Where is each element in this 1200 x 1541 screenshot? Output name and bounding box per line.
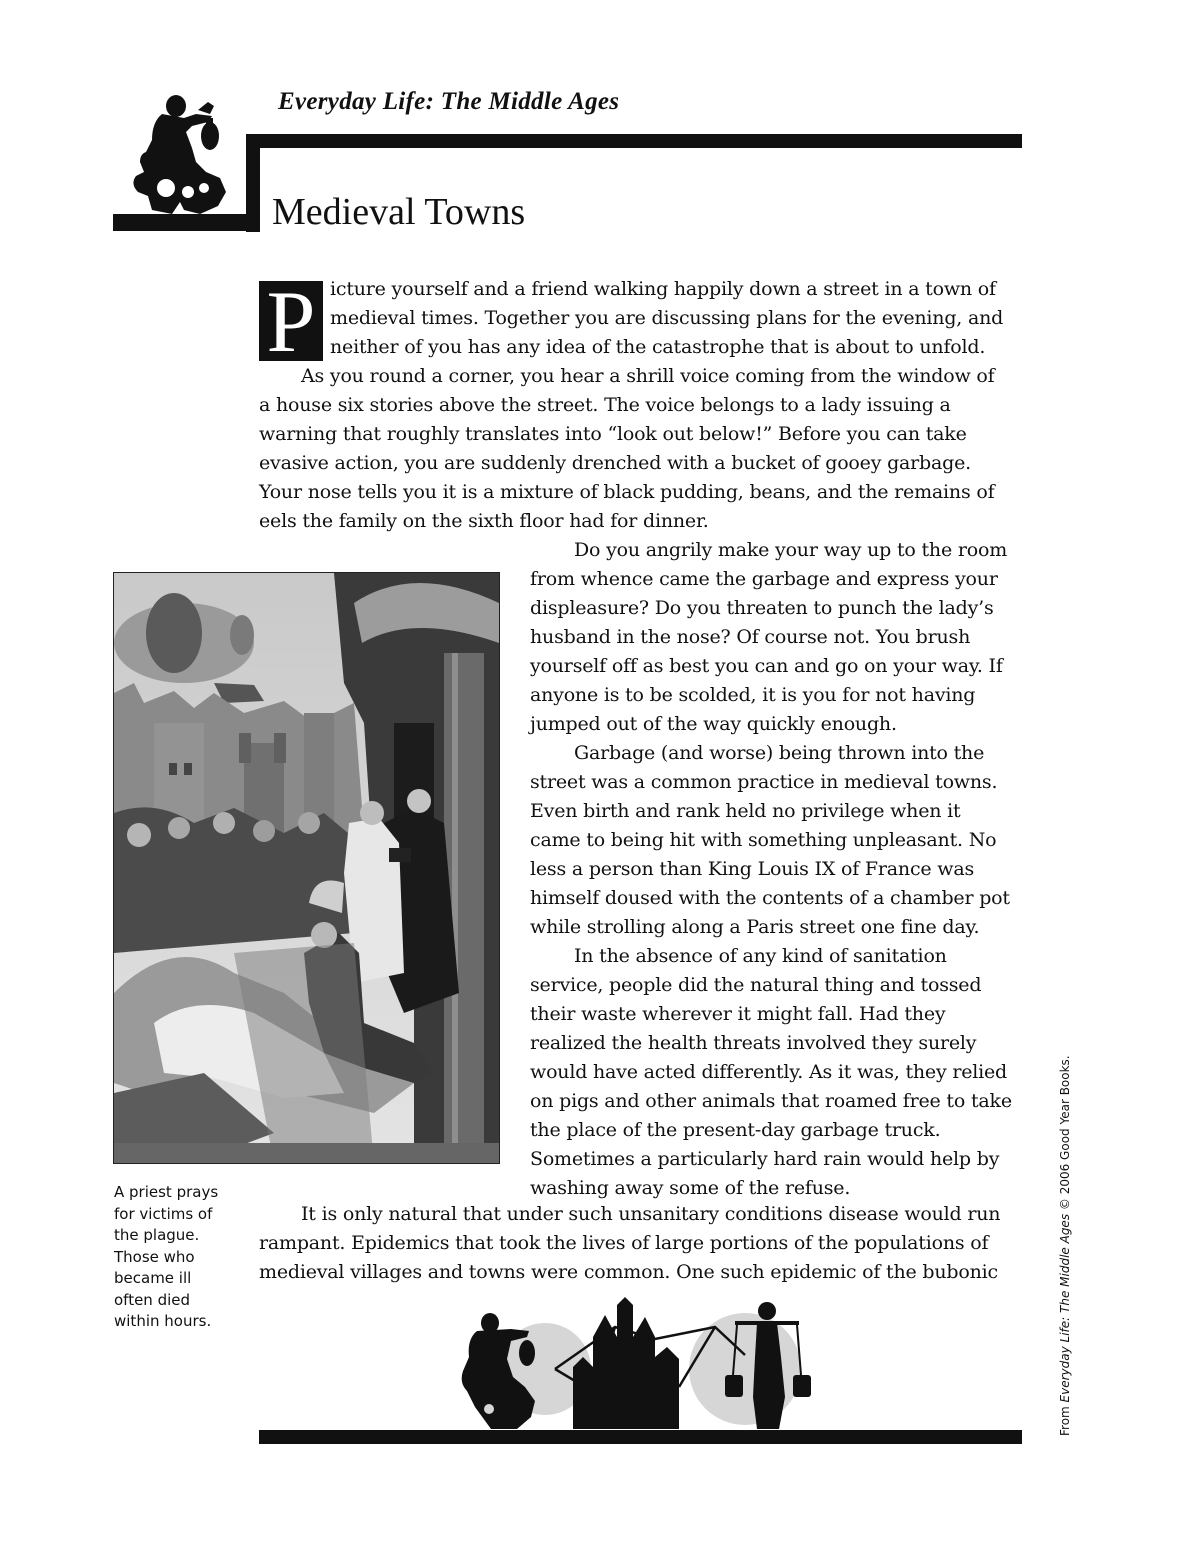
text-line: rampant. Epidemics that took the lives of large portions of the populations of (259, 1232, 989, 1254)
text-line: a house six stories above the street. The voice belongs to a lady issuing a (259, 394, 951, 416)
text-line: warning that roughly translates into “look out below!” Before you can take (259, 423, 967, 445)
header-rule (246, 134, 1022, 148)
text-line: yourself off as best you can and go on your way. If (530, 655, 1003, 677)
series-title: Everyday Life: The Middle Ages (278, 88, 620, 115)
text-line: husband in the nose? Of course not. You brush (530, 626, 971, 648)
text-line: As you round a corner, you hear a shrill voice coming from the window of (301, 365, 995, 387)
text-line: anyone is to be scolded, it is you for not having (530, 684, 976, 706)
text-line: their waste wherever it might fall. Had they (530, 1003, 946, 1025)
text-line: medieval times. Together you are discussing plans for the evening, and (330, 307, 1004, 329)
caption-line: became ill (114, 1269, 192, 1287)
text-line: neither of you has any idea of the catastrophe that is about to unfold. (330, 336, 986, 358)
text-line: Garbage (and worse) being thrown into the (574, 742, 985, 764)
text-line: Your nose tells you it is a mixture of black pudding, beans, and the remains of (259, 481, 995, 503)
caption-line: the plague. (114, 1226, 200, 1244)
page-title: Medieval Towns (272, 191, 526, 233)
medieval-town-silhouette-icon (455, 1297, 815, 1436)
text-line: Even birth and rank held no privilege when it (530, 800, 961, 822)
text-line: washing away some of the refuse. (530, 1177, 851, 1199)
copyright-credit: From Everyday Life: The Middle Ages © 2006 Good Year Books. (1058, 1055, 1072, 1436)
caption-line: Those who (114, 1247, 195, 1266)
text-line: while strolling along a Paris street one fine day. (530, 916, 980, 938)
text-line: jumped out of the way quickly enough. (530, 713, 897, 735)
text-line: evasive action, you are suddenly drenched with a bucket of gooey garbage. (259, 452, 971, 474)
figure-caption (114, 1182, 244, 1333)
text-line: on pigs and other animals that roamed free to take (530, 1090, 1012, 1112)
text-line: Sometimes a particularly hard rain would help by (530, 1148, 1000, 1170)
text-line: service, people did the natural thing and tossed (530, 974, 982, 996)
text-line: icture yourself and a friend walking happily down a street in a town of (330, 278, 996, 300)
caption-line: for victims of (114, 1204, 213, 1223)
text-line: himself doused with the contents of a chamber pot (530, 887, 1010, 909)
caption-line: often died (114, 1290, 191, 1309)
text-line: street was a common practice in medieval towns. (530, 771, 998, 793)
text-line: the place of the present-day garbage truck. (530, 1119, 941, 1141)
text-line: came to being hit with something unpleasant. No (530, 829, 997, 851)
text-line: displeasure? Do you threaten to punch the lady’s (530, 597, 994, 619)
caption-line: within hours. (114, 1312, 212, 1330)
text-line: Do you angrily make your way up to the room (574, 539, 1008, 561)
plague-painting-image (113, 572, 500, 1164)
text-line: eels the family on the sixth floor had for dinner. (259, 510, 709, 532)
text-line: would have acted differently. As it was, they relied (530, 1061, 1008, 1083)
caption-line: A priest prays (114, 1183, 219, 1201)
footer-rule (259, 1430, 1022, 1444)
text-line: In the absence of any kind of sanitation (574, 945, 947, 967)
header-left-rule (113, 214, 260, 231)
drop-cap: P (259, 281, 323, 361)
text-line: medieval villages and towns were common. One such epidemic of the bubonic (259, 1261, 998, 1283)
text-line: It is only natural that under such unsanitary conditions disease would run (301, 1203, 1001, 1225)
water-carrier-logo-icon (122, 92, 232, 220)
text-line: from whence came the garbage and express your (530, 568, 998, 590)
text-line: less a person than King Louis IX of France was (530, 858, 975, 880)
text-line: realized the health threats involved they surely (530, 1032, 977, 1054)
